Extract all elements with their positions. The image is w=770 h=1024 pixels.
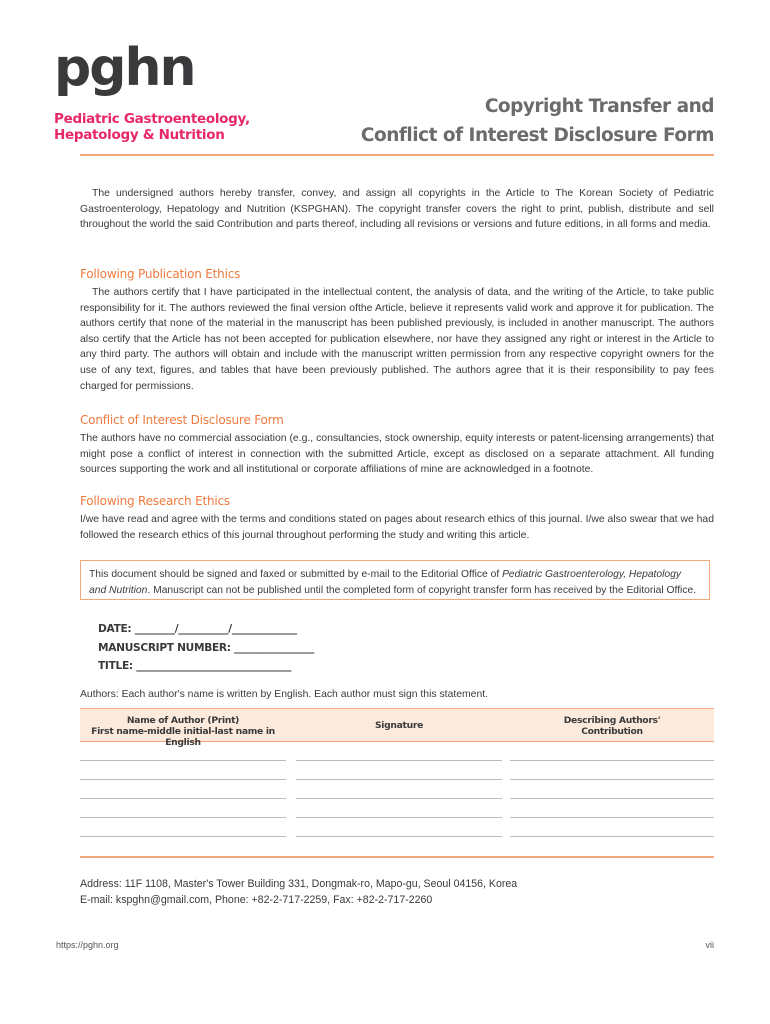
contact-line: E-mail: kspghn@gmail.com, Phone: +82-2-717-2259, Fax: +82-2-717-2260 [80, 894, 433, 906]
intro-paragraph: The undersigned authors hereby transfer, convey, and assign all copyrights in the Article to The Korean Society of Pediatric Gastroenterology, Hepatology and Nutrition (KSPGHAN). The copyright transfer covers the right to print, publish, distribute and sell throughout the world the said Contribution and parts thereof, including all revisions or versions and future editions, in all forms and media. [80, 188, 714, 231]
section-heading-research-ethics: Following Research Ethics [80, 494, 230, 508]
column-header-signature: Signature [374, 720, 424, 731]
author-name-line[interactable] [80, 836, 286, 837]
section-body-research-ethics: I/we have read and agree with the terms and conditions stated on pages about research ethics of this journal. I/we also swear that we had followed the research ethics of this journal throughout performing the study and writing this article. [80, 514, 714, 541]
notice-journal-name: Pediatric Gastroenterology, Hepatology and Nutrition [89, 569, 682, 596]
address-line: Address: 11F 1108, Master's Tower Building 331, Dongmak-ro, Mapo-gu, Seoul 04156, Korea [80, 878, 518, 890]
logo: pghn [54, 38, 195, 98]
section-heading-publication-ethics: Following Publication Ethics [80, 267, 241, 281]
title-line2: Conflict of Interest Disclosure Form [360, 125, 714, 146]
page-number: vii [705, 940, 714, 950]
author-signature-table [80, 708, 714, 837]
footer-url[interactable]: https://pghn.org [56, 940, 119, 950]
date-field[interactable]: DATE: ________/__________/_____________ [98, 623, 297, 635]
column-header-contribution [510, 715, 714, 737]
table-row [80, 799, 714, 818]
column-header-contribution-line2: Contribution [581, 726, 643, 737]
submission-notice-box [80, 560, 710, 600]
column-header-author-name-line2: First name-middle initial-last name in English [91, 726, 275, 748]
contact-address [80, 876, 517, 908]
table-bottom-divider [80, 856, 714, 858]
column-header-contribution-line1: Describing Authors' [563, 715, 661, 726]
manuscript-number-field[interactable]: MANUSCRIPT NUMBER: ________________ [98, 641, 315, 654]
logo-subtitle-line1: Pediatric Gastroenteology, [54, 111, 250, 127]
page-title [361, 92, 714, 150]
section-body-conflict-of-interest: The authors have no commercial association (e.g., consultancies, stock ownership, equity interests or patent-licensing arrangements) that might pose a conflict of interest in connection with the submitted Article, except as disclosed on a separate attachment. All funding sources supporting the work and all institutional or corporate affiliations of mine are acknowledged in a footnote. [80, 433, 714, 476]
title-divider [80, 154, 714, 156]
table-row [80, 761, 714, 780]
notice-text-1: This document should be signed and faxed or submitted by e-mail to the Editorial Office of [89, 569, 503, 580]
logo-subtitle-line2: Hepatology & Nutrition [54, 127, 225, 143]
title-field[interactable]: TITLE: _______________________________ [98, 660, 292, 672]
section-heading-conflict-of-interest: Conflict of Interest Disclosure Form [80, 413, 284, 427]
table-row [80, 780, 714, 799]
section-body-publication-ethics: The authors certify that I have participated in the intellectual content, the analysis of data, and the writing of the Article, to take public responsibility for it. The authors reviewed the final version ofthe Article, believe it represents valid work and approve it for publication. The authors certify that none of the material in the manuscript has been published previously, is included in another manuscript. The authors also certify that the Article has not been accepted for publication elsewhere, nor have they assigned any right or interest in the Article to any third party. The authors will obtain and include with the manuscript written permission from any respective copyright owners for the use of any text, figures, and tables that have been previously published. The authors agree that it is their responsibility to pay fees charged for permissions. [80, 287, 714, 392]
table-header [80, 708, 714, 748]
form-fields [98, 620, 314, 676]
authors-instruction: Authors: Each author's name is written by English. Each author must sign this statement. [80, 689, 488, 700]
contribution-line[interactable] [510, 836, 714, 837]
column-header-author-name-line1: Name of Author (Print) [126, 715, 240, 726]
title-line1: Copyright Transfer and [484, 96, 714, 117]
signature-line[interactable] [296, 836, 502, 837]
logo-subtitle [54, 111, 250, 143]
notice-text-2: . Manuscript can not be published until the completed form of copyright transfer form has received by the Editorial Office. [147, 584, 697, 596]
table-row [80, 818, 714, 837]
table-row [80, 742, 714, 761]
